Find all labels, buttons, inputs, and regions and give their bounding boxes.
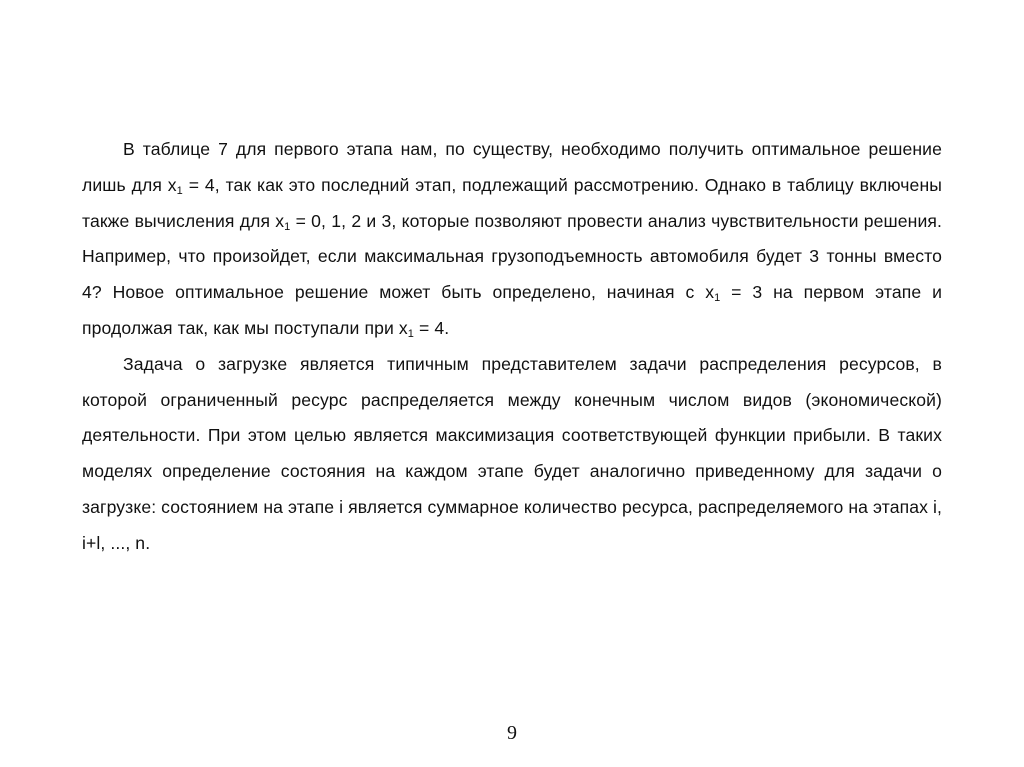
paragraph-1-text: В таблице 7 для первого этапа нам, по существу, необходимо получить оптимальное решение лишь для x (82, 139, 942, 195)
paragraph-1-text: = 0, 1, 2 и 3, которые позволяют провести анализ чувствительности решения. Например, что произойдет, если максимальная грузоподъемность автомобиля будет 3 тонны вместо 4? Новое оптимальное решение может быть определено, начиная с x (82, 210, 942, 303)
subscript: 1 (714, 292, 721, 305)
page-number: 9 (507, 722, 517, 744)
body-text (82, 132, 942, 562)
paragraph-2: Задача о загрузке является типичным представителем задачи распределения ресурсов, в которой ограниченный ресурс распределяется между конечным числом видов (экономической) деятельности. При этом целью является максимизация соответствующей функции прибыли. В таких моделях определение состояния на каждом этапе будет аналогично приведенному для задачи о загрузке: состоянием на этапе i является суммарное количество ресурса, распределяемого на этапах i, i+l, ..., n. (82, 353, 942, 553)
paragraph-1-text: = 3 на первом этапе и продолжая так, как мы поступали при x (82, 282, 942, 338)
subscript: 1 (407, 327, 415, 340)
paragraph-1-text: = 4. (414, 317, 450, 338)
paragraph-1 (82, 132, 942, 347)
subscript: 1 (284, 220, 291, 233)
subscript: 1 (176, 184, 183, 197)
paragraph-1-text: = 4, так как это последний этап, подлежащий рассмотрению. Однако в таблицу включены также вычисления для x (82, 174, 943, 231)
